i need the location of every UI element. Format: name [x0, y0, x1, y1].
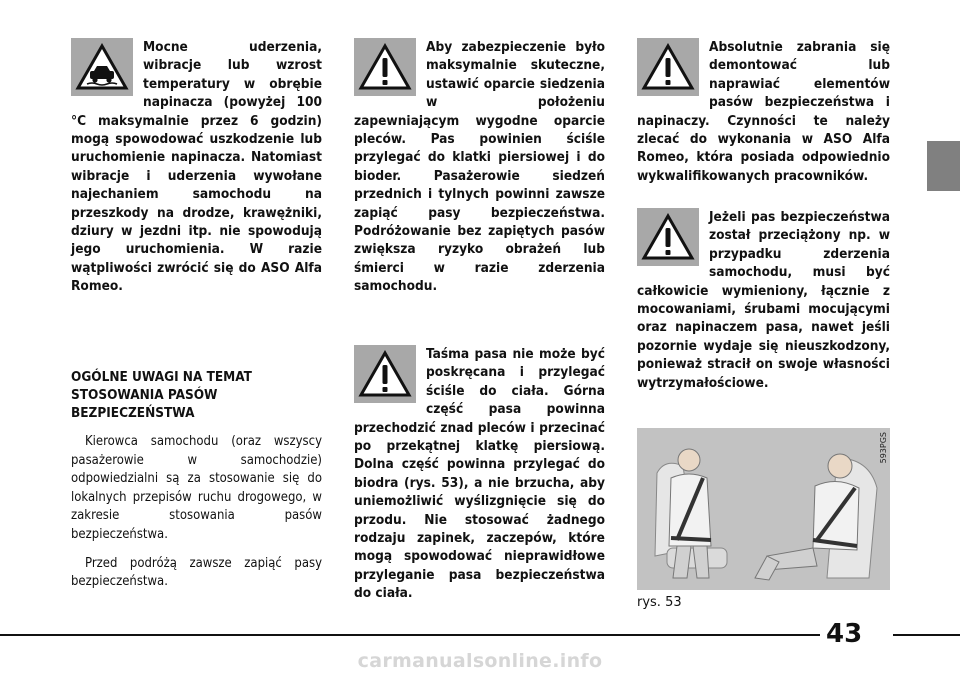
- page-number: 43: [826, 619, 863, 649]
- chapter-tab: [927, 141, 960, 191]
- car-skid-warning-icon: [71, 38, 133, 96]
- exclamation-warning-icon: [637, 208, 699, 266]
- column-1-section: [71, 368, 322, 602]
- warning-block: Mocne uderzenia, wibracje lub wzrost temperatury w obrębie napinacza (powyżej 100 °C maksymalnie przez 6 godzin) mogą spowodować uszkodzenie lub uruchomienie napinacza. Natomiast wibracje i uderzenia wywołane najechaniem samochodu na przeszkody na drodze, krawężniki, dziury w jezdni itp. nie spowodują jego uruchomienia. W razie wątpliwości zwrócić się do ASO Alfa Romeo.: [71, 39, 322, 295]
- footer-rule: [0, 634, 820, 636]
- watermark: carmanualsonline.info: [357, 650, 603, 672]
- column-2: [354, 38, 605, 296]
- section-heading: OGÓLNE UWAGI NA TEMAT STOSOWANIA PASÓW BEZPIECZEŃSTWA: [71, 369, 252, 421]
- seatbelt-illustration: [637, 428, 890, 590]
- figure-code: 593PGS: [879, 432, 888, 464]
- body-paragraph-2: Przed podróżą zawsze zapiąć pasy bezpieczeństwa.: [71, 555, 322, 590]
- exclamation-warning-icon: [354, 345, 416, 403]
- column-3: [637, 38, 890, 185]
- exclamation-warning-icon: [637, 38, 699, 96]
- exclamation-warning-icon: [354, 38, 416, 96]
- warning-block: Aby zabezpieczenie było maksymalnie skuteczne, ustawić oparcie siedzenia w położeniu zapewniającym wygodne oparcie pleców. Pas powinien ściśle przylegać do klatki piersiowej i do bioder. Pasażerowie siedzeń przednich i tylnych powinni zawsze zapiąć pasy bezpieczeństwa. Podróżowanie bez zapiętych pasów zwiększa ryzyko obrażeń lub śmierci w razie zderzenia samochodu.: [354, 39, 605, 295]
- warning-block: Taśma pasa nie może być poskręcana i przylegać ściśle do ciała. Górna część pasa powinna przechodzić znad pleców i przecinać po przekątnej klatkę piersiową. Dolna część powinna przylegać do biodra (rys. 53), a nie brzucha, aby uniemożliwić wyślizgnięcie się do przodu. Nie stosować żadnego rodzaju zapinek, zaczepów, które mogą spowodować nieprawidłowe przyleganie pasa bezpieczeństwa do ciała.: [354, 346, 605, 602]
- figure-caption: rys. 53: [637, 595, 682, 610]
- column-2-lower: [354, 345, 605, 603]
- column-1: [71, 38, 322, 296]
- warning-block: Absolutnie zabrania się demontować lub naprawiać elementów pasów bezpieczeństwa i napinaczy. Czynności te należy zlecać do wykonania w ASO Alfa Romeo, która posiada odpowiednio wykwalifikowanych pracowników.: [637, 39, 890, 184]
- body-paragraph-1: Kierowca samochodu (oraz wszyscy pasażerowie w samochodzie) odpowiedzialni są za stosowanie się do lokalnych przepisów ruchu drogowego, w zakresie stosowania pasów bezpieczeństwa.: [71, 434, 322, 542]
- column-3-lower: [637, 208, 890, 392]
- footer-rule-right: [893, 634, 960, 636]
- seatbelt-figure-drawing: [637, 428, 890, 590]
- warning-block: Jeżeli pas bezpieczeństwa został przeciążony np. w przypadku zderzenia samochodu, musi być całkowicie wymieniony, łącznie z mocowaniami, śrubami mocującymi oraz napinaczem pasa, nawet jeśli pozornie wydaje się nieuszkodzony, ponieważ stracił on swoje własności wytrzymałościowe.: [637, 209, 890, 391]
